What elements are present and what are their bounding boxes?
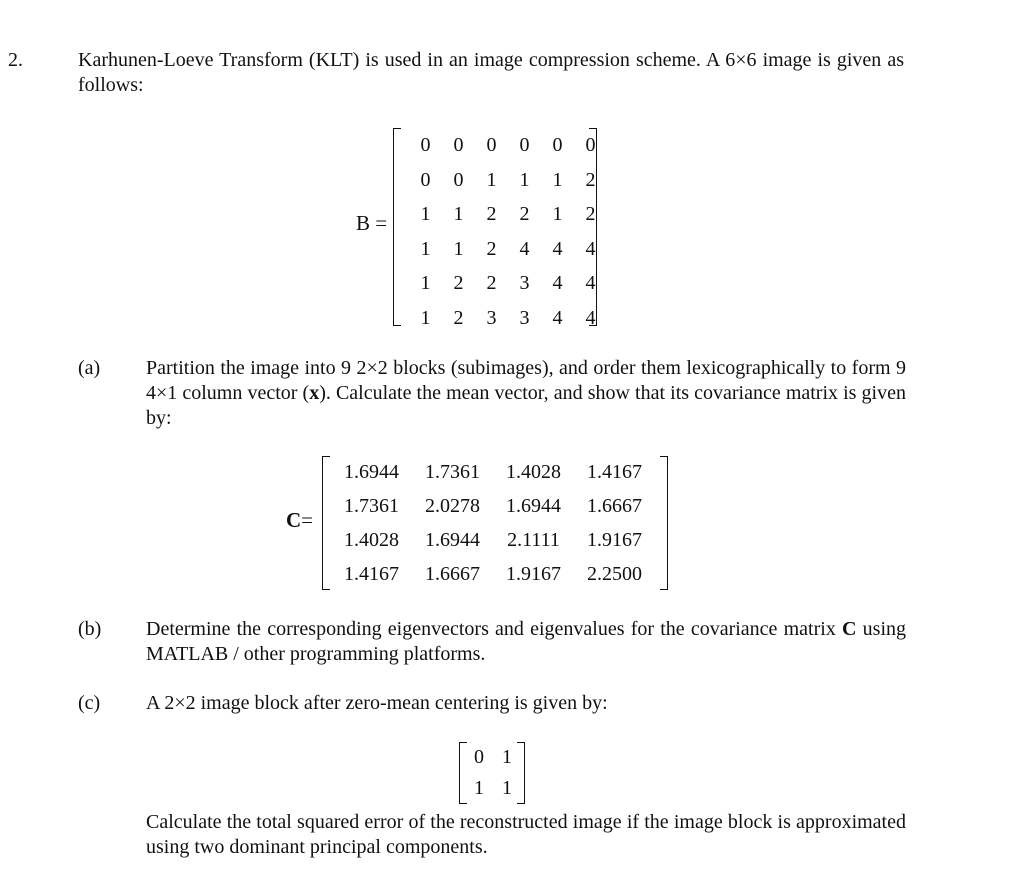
- matrix-b-cell: 0: [453, 134, 464, 156]
- matrix-c-label: [286, 508, 313, 533]
- matrix-b-cell: 2: [519, 203, 530, 225]
- matrix-b-cell: 2: [486, 203, 497, 225]
- matrix-c-cell: 1.4028: [344, 529, 399, 551]
- matrix-c-cell: 1.6944: [506, 495, 561, 517]
- matrix-b-cell: 0: [453, 168, 464, 191]
- part-a-text-1: Partition the image into 9 2×2 blocks (subimages), and order them lexicographically to form 9 4×1 column vector (: [146, 357, 906, 404]
- matrix-b-cell: 4: [552, 272, 563, 294]
- matrix-c-cell: 1.9167: [506, 563, 561, 585]
- matrix-c-grid: [331, 456, 655, 592]
- matrix-b-cell: 0: [552, 134, 563, 156]
- matrix-b-cell: 0: [519, 134, 530, 156]
- matrix-b-left-bracket: [393, 128, 401, 326]
- matrix-b-cell: 1: [552, 168, 563, 191]
- matrix-b-cell: 2: [585, 203, 596, 225]
- matrix-b-cell: 2: [486, 272, 497, 294]
- matrix-c-cell: 1.4028: [506, 461, 561, 483]
- matrix-b-cell: 1: [519, 168, 530, 191]
- matrix-b-cell: 1: [420, 203, 431, 225]
- part-b-matrix-c: C: [842, 618, 857, 640]
- matrix-b-cell: 4: [585, 272, 596, 294]
- part-b-text-1: Determine the corresponding eigenvectors and eigenvalues for the covariance matrix: [146, 618, 843, 640]
- matrix-c-cell: 2.2500: [587, 563, 642, 585]
- matrix-c-left-bracket: [322, 456, 330, 590]
- matrix-b-cell: 0: [420, 168, 431, 191]
- matrix-b-cell: 1: [486, 168, 497, 191]
- matrix-b-cell: 0: [486, 134, 497, 156]
- part-a-text: [146, 356, 906, 431]
- matrix-c-cell: 1.4167: [587, 461, 642, 483]
- matrix-b-cell: 1: [552, 203, 563, 225]
- matrix-b-cell: 1: [420, 237, 431, 260]
- part-c-followup: Calculate the total squared error of the reconstructed image if the image block is approximated using two dominant principal components.: [146, 811, 906, 858]
- matrix-b-grid: [409, 128, 607, 335]
- part-c-label: (c): [78, 692, 101, 714]
- matrix-c-cell: 1.9167: [587, 529, 642, 551]
- matrix-b-cell: 4: [552, 237, 563, 260]
- matrix-b-cell: 4: [552, 306, 563, 329]
- matrix-c-right-bracket: [660, 456, 668, 590]
- matrix-b-cell: 1: [453, 237, 464, 260]
- question-intro: Karhunen-Loeve Transform (KLT) is used in an image compression scheme. A 6×6 image is given as follows:: [78, 49, 904, 96]
- part-b-text: [146, 617, 906, 667]
- matrix-b-cell: 3: [486, 306, 497, 329]
- matrix-c-cell: 2.1111: [507, 529, 560, 551]
- matrix-b-cell: 3: [519, 306, 530, 329]
- matrix-b-cell: 4: [585, 306, 596, 329]
- matrix-block-cell: 1: [502, 777, 512, 799]
- matrix-block: [461, 742, 523, 802]
- matrix-c-symbol: C: [286, 508, 302, 532]
- matrix-b-label: B =: [356, 211, 388, 235]
- matrix-b-cell: 2: [453, 306, 464, 329]
- matrix-b-cell: 2: [486, 237, 497, 260]
- part-a-text-2: ). Calculate the mean vector, and show that its covariance matrix is given by:: [146, 382, 906, 429]
- part-b-text-2: using MATLAB / other programming platforms.: [146, 618, 906, 665]
- matrix-c-cell: 1.4167: [344, 563, 399, 585]
- part-a-vector-x: x: [309, 382, 320, 404]
- matrix-b-cell: 2: [453, 272, 464, 294]
- matrix-c-cell: 1.7361: [344, 495, 399, 517]
- part-c-text: A 2×2 image block after zero-mean centering is given by:: [146, 692, 608, 714]
- matrix-c-cell: 1.7361: [425, 461, 480, 483]
- matrix-b-cell: 0: [420, 134, 431, 156]
- matrix-block-cell: 0: [474, 746, 484, 768]
- matrix-b-cell: 4: [585, 237, 596, 260]
- matrix-block-cell: 1: [474, 777, 484, 799]
- matrix-b-cell: 4: [519, 237, 530, 260]
- matrix-b-cell: 0: [585, 134, 596, 156]
- part-b-label: (b): [78, 618, 102, 640]
- matrix-b-cell: 1: [420, 272, 431, 294]
- matrix-c-cell: 1.6944: [344, 461, 399, 483]
- matrix-b-cell: 3: [519, 272, 530, 294]
- matrix-block-cell: 1: [502, 746, 512, 768]
- matrix-b-cell: 1: [453, 203, 464, 225]
- matrix-c-cell: 1.6667: [425, 563, 480, 585]
- matrix-c: [326, 456, 660, 588]
- matrix-c-equals: =: [301, 508, 314, 532]
- question-number: 2.: [8, 49, 23, 71]
- matrix-block-grid: [465, 742, 521, 804]
- part-a-label: (a): [78, 357, 101, 379]
- matrix-c-cell: 2.0278: [425, 495, 480, 517]
- matrix-b: [401, 128, 596, 329]
- matrix-c-cell: 1.6944: [425, 529, 480, 551]
- matrix-b-cell: 1: [420, 306, 431, 329]
- matrix-b-cell: 2: [585, 168, 596, 191]
- matrix-c-cell: 1.6667: [587, 495, 642, 517]
